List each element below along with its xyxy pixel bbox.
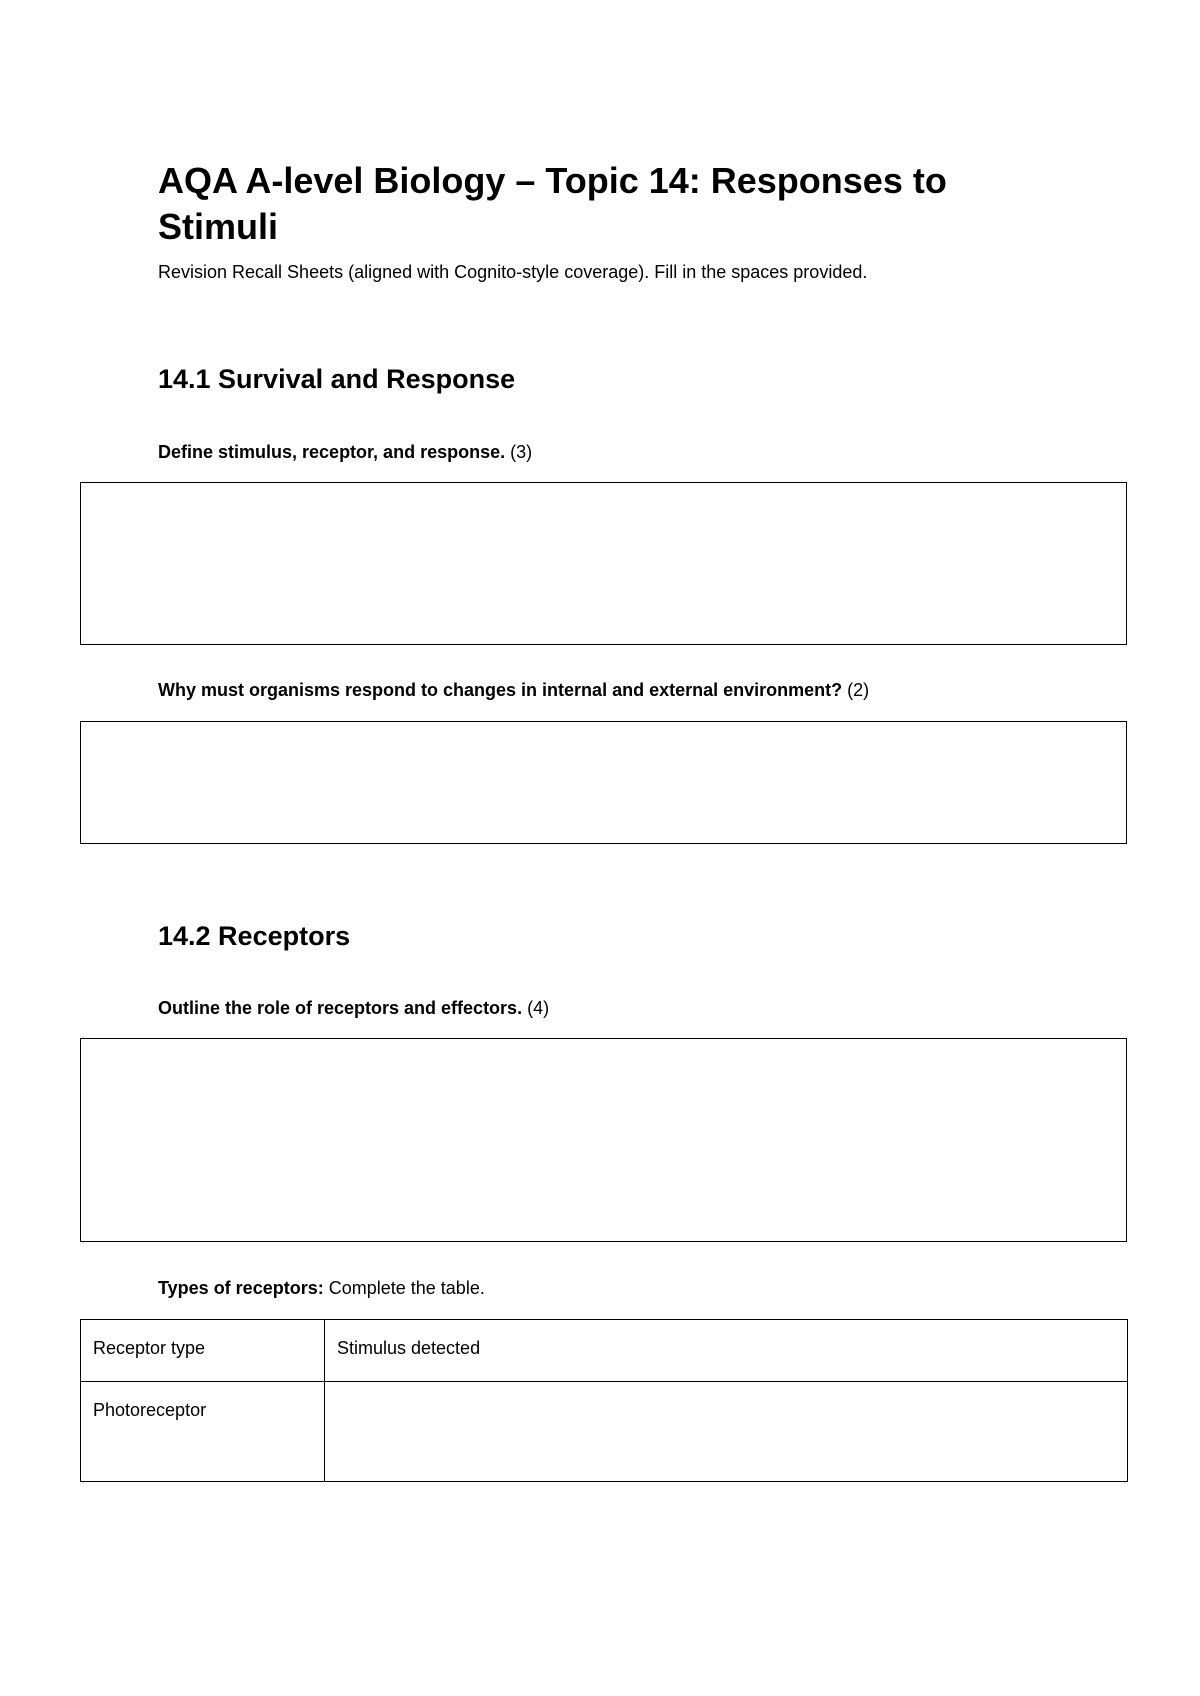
- question-why-respond: [158, 678, 869, 702]
- answer-box-receptor-effector-role[interactable]: [80, 1038, 1127, 1242]
- question-prompt: Types of receptors:: [158, 1278, 324, 1298]
- section-heading-14-1: 14.1 Survival and Response: [158, 364, 516, 394]
- question-prompt: Define stimulus, receptor, and response.: [158, 442, 506, 462]
- table-cell-stimulus-answer[interactable]: [325, 1382, 1128, 1482]
- table-header-receptor-type: Receptor type: [81, 1320, 325, 1382]
- table-header-stimulus-detected: Stimulus detected: [325, 1320, 1128, 1382]
- page-subtitle: Revision Recall Sheets (aligned with Cognito-style coverage). Fill in the spaces provided.: [158, 262, 868, 282]
- table-header-row: [81, 1320, 1128, 1382]
- table-cell-receptor-type: Photoreceptor: [81, 1382, 325, 1482]
- question-marks: (4): [527, 998, 550, 1018]
- answer-box-define-stimulus[interactable]: [80, 482, 1127, 645]
- answer-box-why-respond[interactable]: [80, 721, 1127, 844]
- question-define-stimulus: [158, 440, 532, 464]
- table-row: [81, 1382, 1128, 1482]
- section-heading-14-2: 14.2 Receptors: [158, 921, 351, 951]
- question-prompt: Why must organisms respond to changes in internal and external environment?: [158, 680, 843, 700]
- question-instruction: Complete the table.: [328, 1278, 485, 1298]
- question-types-of-receptors: [158, 1276, 485, 1300]
- question-prompt: Outline the role of receptors and effectors.: [158, 998, 523, 1018]
- page-title: AQA A-level Biology – Topic 14: Responses to Stimuli: [158, 160, 947, 247]
- question-marks: (2): [847, 680, 870, 700]
- question-receptor-effector-role: [158, 996, 549, 1020]
- receptor-types-table: [80, 1319, 1128, 1482]
- question-marks: (3): [510, 442, 533, 462]
